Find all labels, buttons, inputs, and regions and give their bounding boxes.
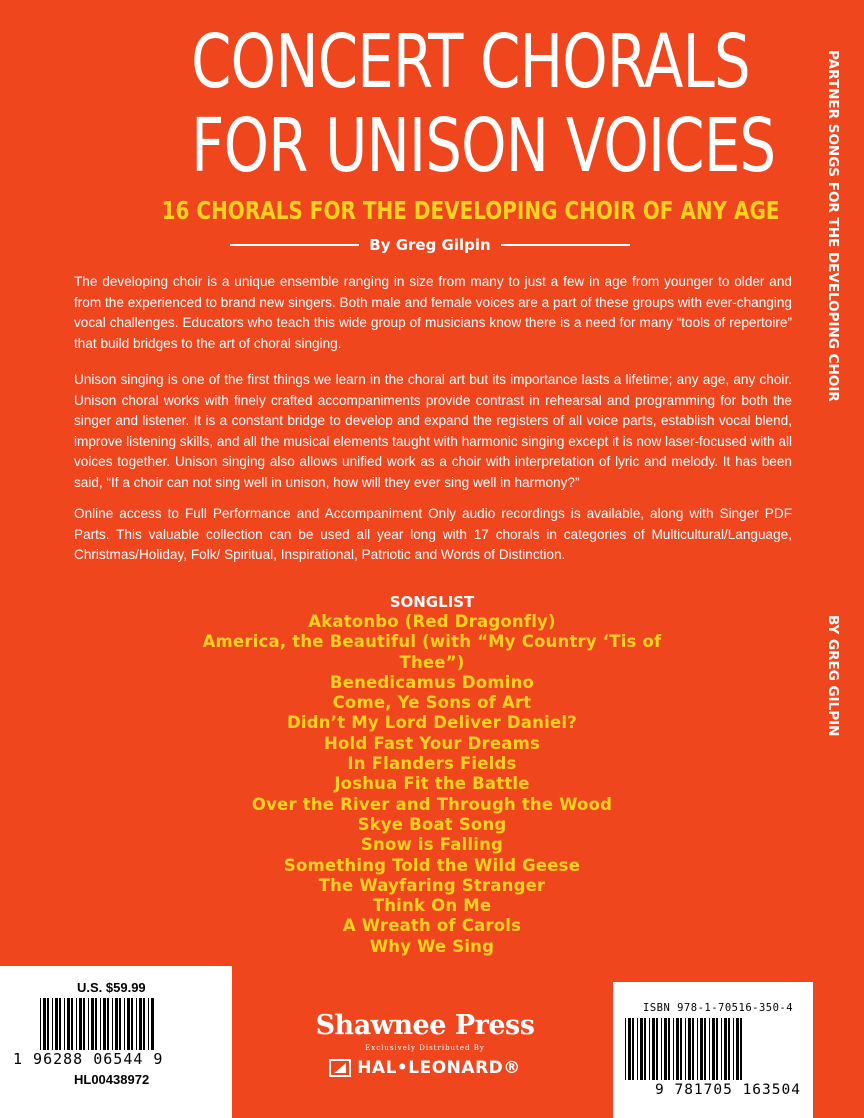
barcode-gap [154,998,155,1050]
distributed-by-label: Exclusively Distributed By [365,1044,485,1052]
song-item: Didn’t My Lord Deliver Daniel? [287,713,577,733]
description-paragraph-3: Online access to Full Performance and Accompaniment Only audio recordings is available, along with Singer PDF Parts. This valuable collection can be used all year long with 17 chorals in categories of Multicultural/Language, Christmas/Holiday, Folk/ Spiritual, Inspirational, Patriotic and Words of Distinction. [74,506,792,562]
isbn-box [613,982,813,1118]
song-item: Something Told the Wild Geese [283,855,581,875]
upc-barcode [40,998,204,1050]
song-item: Come, Ye Sons of Art [332,693,532,713]
song-item: Akatonbo (Red Dragonfly) [308,612,556,631]
song-item: America, the Beautiful (with “My Country ‘Tis of [202,632,662,652]
spine-author: BY GREG GILPIN [825,615,841,737]
song-item: Over the River and Through the Wood [251,794,613,814]
song-item: Snow is Falling [360,835,504,855]
song-item: Think On Me [372,896,492,916]
hal-leonard-icon [329,1059,351,1077]
isbn-barcode [625,1018,805,1080]
title-line-2: FOR UNISON VOICES [191,103,776,189]
spine-series-title: PARTNER SONGS FOR THE DEVELOPING CHOIR [825,50,841,402]
upc-digits: 1 96288 06544 9 [13,1050,164,1068]
song-item: In Flanders Fields [347,754,517,774]
hal-leonard-logo [290,1058,560,1078]
byline: By Greg Gilpin [369,236,491,254]
songlist [180,612,684,957]
description-paragraph-1: The developing choir is a unique ensemble ranging in size from many to just a few in age from younger to older and from the experienced to brand new singers. Both male and female voices are a part of these groups with ever-changing vocal challenges. Educators who teach this wide group of musicians know there is a need for many “tools of repertoire” that build bridges to the art of choral singing. [74,274,792,351]
price-label: U.S. $59.99 [77,980,146,995]
song-item: Skye Boat Song [357,814,507,834]
title-line-1: CONCERT CHORALS [191,19,750,105]
ean-digits: 9 781705 163504 [655,1082,801,1098]
barcode-gap [742,1018,745,1080]
song-item: Joshua Fit the Battle [334,774,530,794]
songlist-heading: SONGLIST [389,593,475,611]
shawnee-press-logo: Shawnee Press [315,1010,535,1041]
description-paragraph-2: Unison singing is one of the first things we learn in the choral art but its importance lasts a lifetime; any age, any choir. Unison choral works with finely crafted accompaniments provide contrast in rehearsal and programming for both the singer and listener. It is a constant bridge to develop and expand the registers of all voice parts, establish vocal blend, improve listening skills, and all the musical elements taught with harmonic singing except it is now laser-focused with all voices together. Unison singing also allows unified work as a choir with interpretation of lyric and melody. It has been said, “If a choir can not sing well in unison, how will they ever sing well in harmony?” [74,372,792,490]
publisher-logo [290,1010,560,1090]
subtitle: 16 CHORALS FOR THE DEVELOPING CHOIR OF ANY AGE [161,196,780,225]
hal-leonard-wordmark: HAL•LEONARD® [357,1058,521,1078]
byline-rule-right [501,244,630,246]
song-item: A Wreath of Carols [342,916,522,936]
song-item: Why We Sing [369,936,495,956]
item-number: HL00438972 [74,1072,150,1087]
song-item: Hold Fast Your Dreams [323,733,541,753]
byline-rule-left [230,244,359,246]
isbn-label: ISBN 978-1-70516-350-4 [643,1002,794,1014]
byline-row [230,233,630,257]
song-item: The Wayfaring Stranger [318,875,546,895]
song-item: Thee”) [399,652,465,672]
song-item: Benedicamus Domino [329,672,535,692]
price-box [0,966,232,1118]
spine [806,0,864,1118]
